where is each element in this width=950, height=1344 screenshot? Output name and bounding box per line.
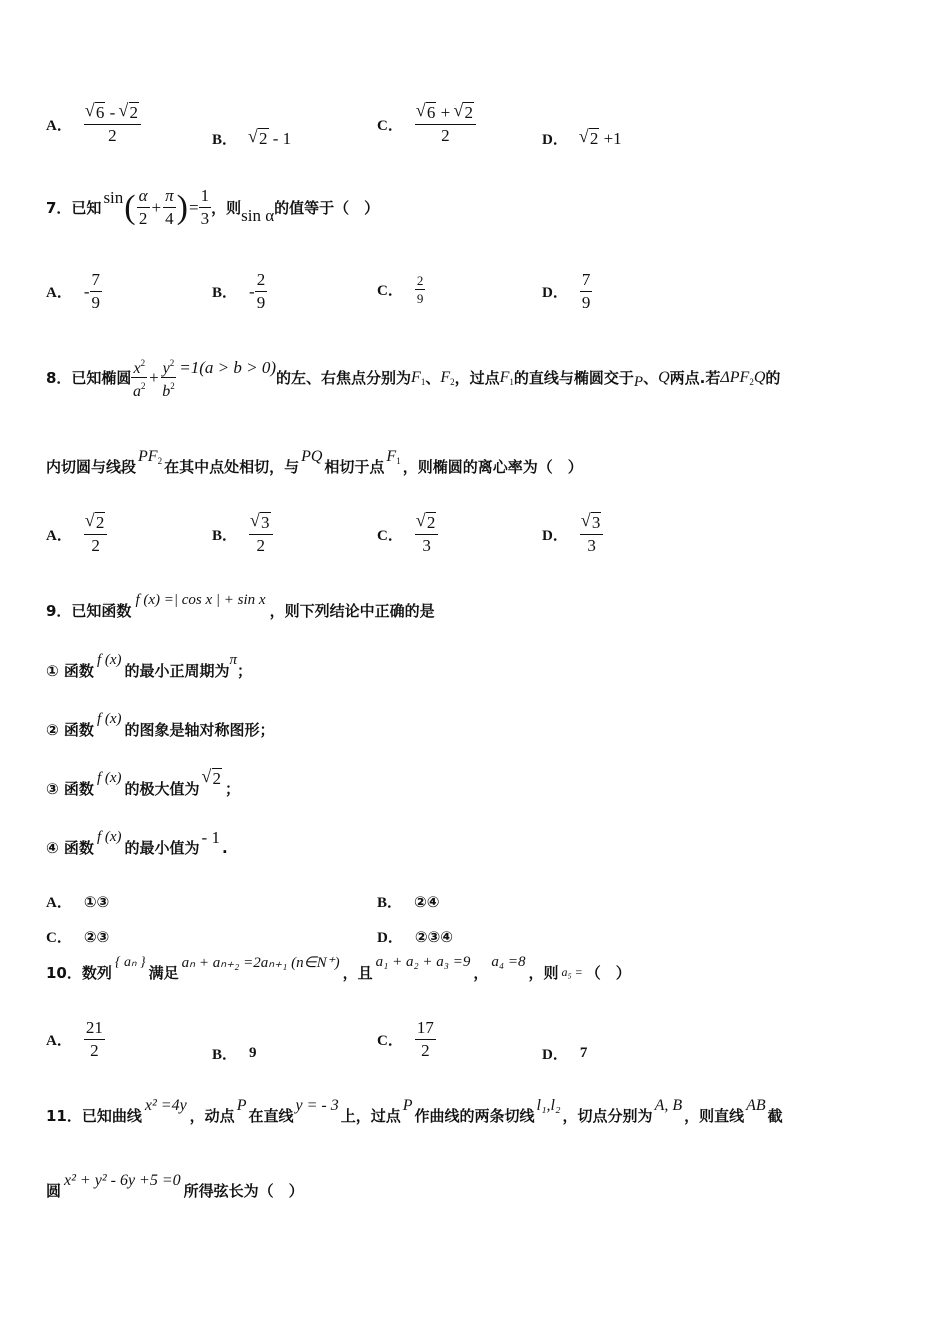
q7-option-b[interactable]: B． - $\frac{2}{9}$ (212, 270, 266, 312)
option-label: A． (46, 118, 72, 134)
q8-frac-x: $\frac{x^2}{a^2}$ (133, 358, 146, 400)
option-label: B． (212, 132, 238, 148)
q8-stem-line1: 8．已知椭圆 $\frac{x^2}{a^2}$ + $\frac{y^2}{b^2}$ =1(a > b > 0) 的左、右焦点分别为 $F_1$ 、 $F_2$ ，过点 $F_1$ 的直线与椭圆交于 P 、 Q 两点.若 $\Delta PF_2Q$ 的 (46, 357, 781, 400)
q6-c-den: 2 (441, 126, 450, 145)
q6-a-op: - (105, 103, 120, 122)
q8-option-b[interactable]: B． √ $\frac{3}{2}$ (212, 513, 273, 556)
q6-c-op: + (436, 103, 455, 122)
q7-frac-third: $\frac{1}{3}$ (200, 186, 210, 228)
q6-option-a[interactable] (46, 103, 141, 146)
q7-mid: ，则 (211, 199, 242, 217)
q7-b-fraction: $\frac{2}{9}$ (256, 270, 266, 312)
q10-option-b[interactable]: B． 9 (212, 1045, 257, 1063)
q10-option-a[interactable]: A． $\frac{21}{2}$ (46, 1018, 103, 1060)
q6-option-d[interactable] (542, 128, 622, 149)
q10-option-c[interactable]: C． $\frac{17}{2}$ (377, 1018, 434, 1060)
q8-stem-line2: 内切圆与线段 $PF_2$ 在其中点处相切，与 PQ 相切于点 $F_1$ ，则椭圆的离心率为（ ） (46, 447, 583, 476)
q7-prefix: 7．已知 (46, 199, 102, 217)
q9-option-d[interactable]: D． ②③④ (377, 927, 453, 946)
q7-option-d[interactable]: D． $\frac{7}{9}$ (542, 270, 591, 312)
q11-stem-line1: 11．已知曲线 x² =4y ，动点 P 在直线 y = - 3 上，过点 P 作曲线的两条切线 l₁,l₂ ，切点分别为 A, B ，则直线 AB 截 (46, 1096, 783, 1125)
q9-statement-1: ① 函数 f (x) 的最小正周期为 π ； (46, 652, 253, 680)
q9-statement-2: ② 函数 f (x) 的图象是轴对称图形； (46, 711, 275, 739)
q7-option-c[interactable]: C． $\frac{2}{9}$ (377, 273, 424, 306)
q6-c-rad2: 2 (464, 103, 473, 122)
q8-frac-y: $\frac{y^2}{b^2}$ (162, 358, 175, 400)
q6-c-fraction (415, 103, 476, 146)
q10-stem: 10．数列 { aₙ } 满足 aₙ + aₙ₊₂ =2aₙ₊₁ (n∈N⁺) ，且 a₁ + a₂ + a₃ =9 ， a₄ =8 ，则 a₅ = （ ） (46, 954, 631, 982)
q9-stem: 9．已知函数 f (x) =| cos x | + sin x ，则下列结论中正确的是 (46, 592, 435, 620)
q7-suffix: 的值等于（ ） (274, 199, 380, 217)
q8-option-c[interactable]: C． √ $\frac{2}{3}$ (377, 513, 438, 556)
q9-statement-4: ④ 函数 f (x) 的最小值为 - 1 . (46, 827, 228, 857)
q7-frac-alpha: $\frac{\alpha}{2}$ (138, 186, 148, 228)
q6-a-rad2: 2 (129, 103, 139, 122)
q8-option-a[interactable]: A． √ $\frac{2}{2}$ (46, 513, 107, 556)
q8-condition: =1(a > b > 0) (179, 357, 277, 377)
q6-option-b[interactable] (212, 128, 291, 149)
q7-stem: 7．已知 sin ( $\frac{\alpha}{2}$ + $\frac{\pi}{4}$ ) = $\frac{1}{3}$ ，则 sin α 的值等于（ ） (46, 186, 380, 228)
q6-a-rad1: 6 (95, 103, 105, 122)
q8-option-d[interactable]: D． √ $\frac{3}{3}$ (542, 513, 603, 556)
q7-option-a[interactable]: A． - $\frac{7}{9}$ (46, 270, 101, 312)
q6-option-c[interactable] (377, 103, 476, 146)
q7-sin: sin (103, 187, 124, 207)
option-label: D． (542, 132, 568, 148)
q6-b-tail: - 1 (268, 128, 292, 148)
q7-c-fraction: $\frac{2}{9}$ (416, 273, 424, 306)
q10-option-d[interactable]: D． 7 (542, 1045, 588, 1063)
q6-c-rad1: 6 (426, 103, 436, 122)
q6-d-tail: +1 (599, 128, 622, 148)
q7-frac-pi: $\frac{\pi}{4}$ (165, 186, 174, 228)
q7-sin-alpha: sin α (241, 205, 275, 225)
option-label: C． (377, 118, 403, 134)
q9-option-b[interactable]: B． ②④ (377, 892, 440, 911)
q6-d-rad: 2 (589, 128, 599, 148)
q9-option-c[interactable]: C． ②③ (46, 927, 110, 946)
q9-statement-3: ③ 函数 f (x) 的极大值为 √ 2 ； (46, 778, 240, 799)
q6-a-den: 2 (108, 126, 117, 145)
q11-stem-line2: 圆 x² + y² - 6y +5 =0 所得弦长为（ ） (46, 1171, 304, 1200)
q7-a-fraction: $\frac{7}{9}$ (91, 270, 101, 312)
q9-option-a[interactable]: A． ①③ (46, 892, 110, 911)
q7-d-fraction: $\frac{7}{9}$ (581, 270, 591, 312)
q6-b-rad: 2 (259, 128, 268, 148)
q9-function: f (x) =| cos x | + sin x (135, 592, 266, 608)
q6-a-fraction (84, 103, 141, 146)
